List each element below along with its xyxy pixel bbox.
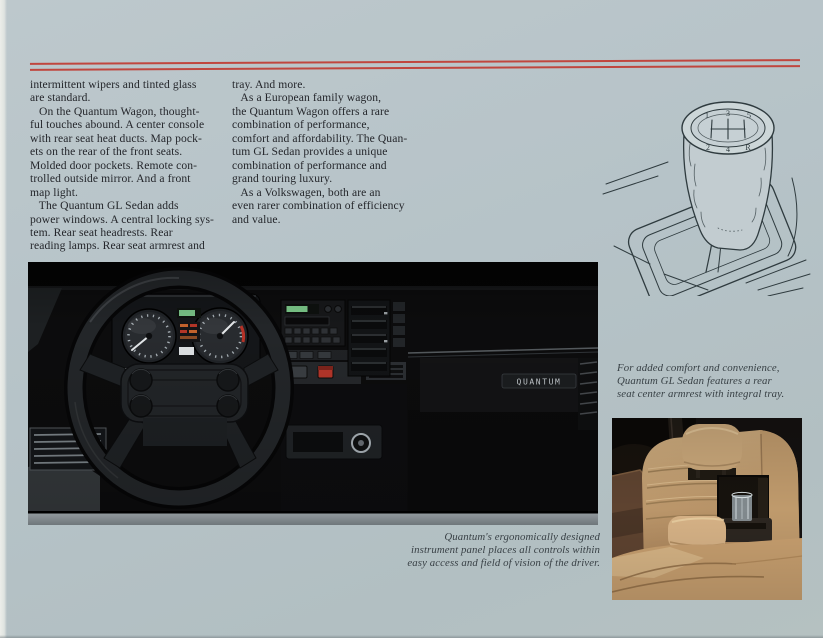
text-line: tum GL Sedan provides a unique: [232, 145, 388, 159]
text-line: As a European family wagon,: [232, 91, 382, 105]
text-line: combination of performance,: [232, 118, 370, 132]
dashboard-photo: [28, 262, 598, 525]
text-line: tem. Rear seat headrests. Rear: [30, 225, 173, 239]
body-text-column-2: [232, 78, 434, 226]
text-line: comfort and affordability. The Quan-: [232, 131, 408, 145]
shift-shaft: [706, 242, 712, 272]
gearshift-illustration: [600, 78, 813, 296]
svg-text:R: R: [745, 143, 751, 152]
text-line: Molded door pockets. Remote con-: [30, 158, 198, 172]
text-line: trolled outside mirror. And a front: [30, 172, 191, 186]
text-line: ets on the rear of the front seats.: [30, 145, 183, 159]
scan-edge-left: [0, 0, 7, 638]
text-line: On the Quantum Wagon, thought-: [30, 104, 200, 118]
svg-text:5: 5: [747, 111, 751, 120]
rule-line-2: [30, 65, 800, 70]
text-line: combination of performance and: [232, 158, 387, 172]
svg-text:2: 2: [706, 143, 710, 152]
svg-text:4: 4: [726, 145, 730, 154]
text-line: Quantum's ergonomically designed: [444, 531, 600, 543]
text-line: The Quantum GL Sedan adds: [30, 199, 179, 213]
text-line: Quantum GL Sedan features a rear: [617, 375, 772, 387]
text-line: reading lamps. Rear seat armrest and: [30, 239, 205, 253]
text-line: and value.: [232, 212, 281, 226]
svg-text:3: 3: [726, 109, 730, 118]
text-line: with rear seat heat ducts. Map pock-: [30, 131, 202, 145]
svg-text:1: 1: [705, 111, 709, 120]
dashboard-caption: [407, 531, 600, 570]
rear-seat-photo: [612, 418, 802, 600]
top-double-rule: [30, 59, 800, 75]
text-line: easy access and field of vision of the driver.: [407, 557, 600, 569]
text-line: ful touches abound. A center console: [30, 118, 205, 132]
text-line: As a Volkswagen, both are an: [232, 185, 381, 199]
text-line: grand touring luxury.: [232, 172, 333, 186]
text-line: map light.: [30, 185, 79, 199]
text-line: intermittent wipers and tinted glass: [30, 78, 197, 91]
text-line: For added comfort and convenience,: [617, 362, 780, 374]
body-text-column-1: [30, 78, 232, 253]
seat-caption: [617, 362, 784, 401]
text-line: the Quantum Wagon offers a rare: [232, 104, 390, 118]
text-line: instrument panel places all controls within: [411, 544, 600, 556]
text-line: power windows. A central locking sys-: [30, 212, 215, 226]
text-line: even rarer combination of efficiency: [232, 199, 405, 213]
rule-line-1: [30, 59, 800, 64]
text-line: seat center armrest with integral tray.: [617, 388, 785, 400]
text-line: are standard.: [30, 91, 91, 105]
text-line: tray. And more.: [232, 78, 306, 91]
